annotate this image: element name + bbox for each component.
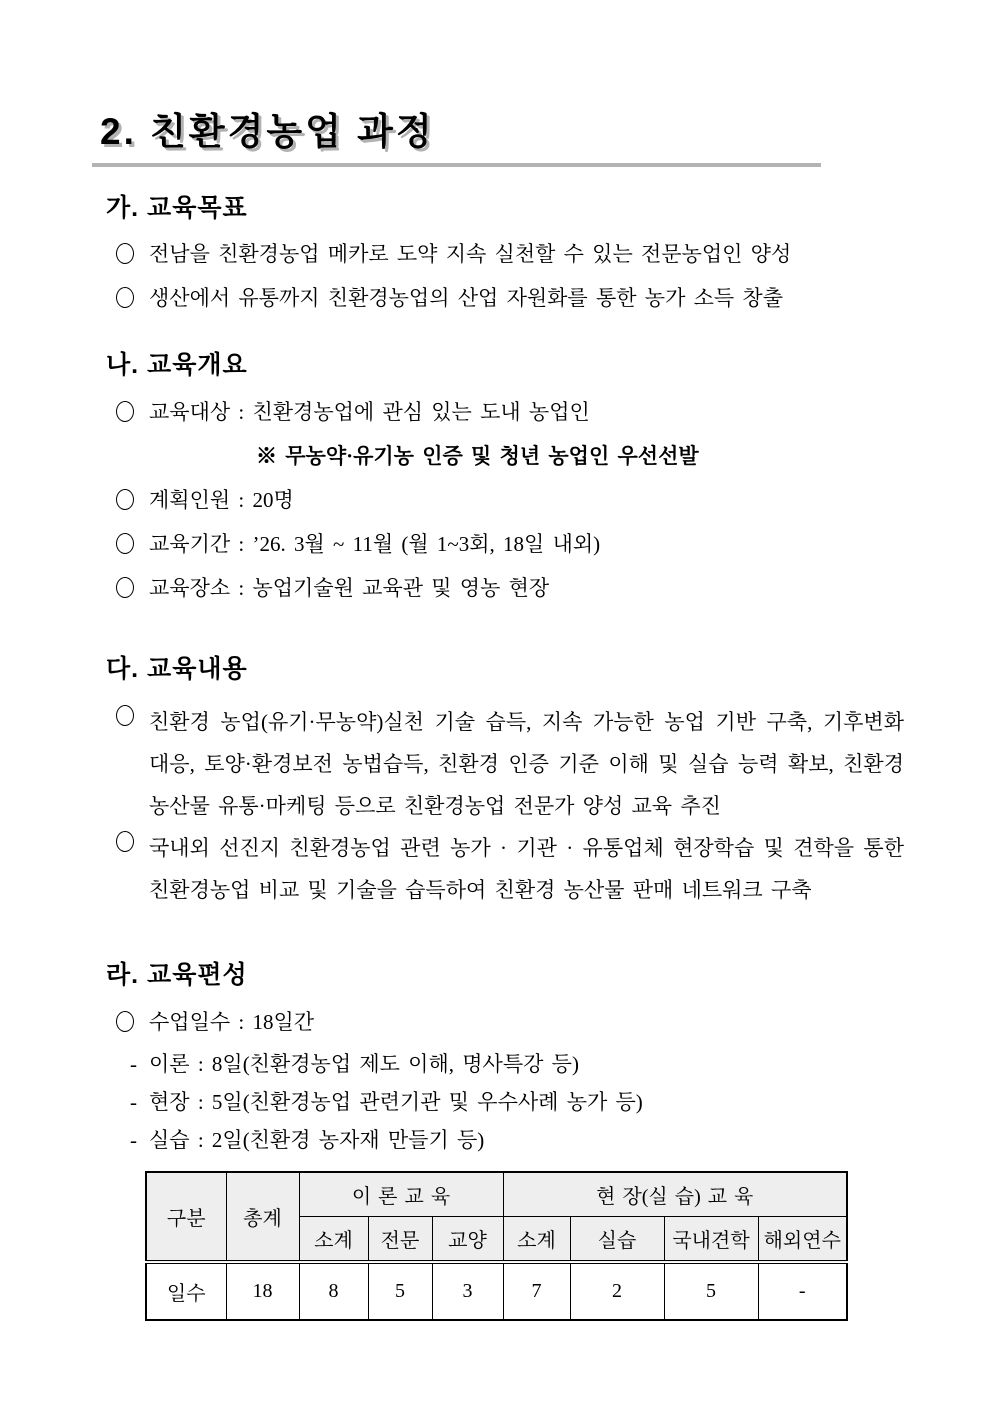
bullet-text: 생산에서 유통까지 친환경농업의 산업 자원화를 통한 농가 소득 창출 bbox=[149, 286, 784, 311]
section-education-overview bbox=[100, 351, 904, 603]
header-cell-field-practice: 실습 bbox=[570, 1217, 664, 1262]
bullet-text: 교육대상 : 친환경농업에 관심 있는 도내 농업인 bbox=[149, 400, 590, 425]
bullet-text: 교육기간 : ’26. 3월 ~ 11월 (월 1~3회, 18일 내외) bbox=[149, 532, 601, 557]
circle-bullet-icon bbox=[116, 705, 134, 726]
circle-bullet-icon bbox=[116, 287, 134, 308]
list-item bbox=[100, 827, 904, 911]
section-education-goal bbox=[100, 194, 904, 314]
section-education-content bbox=[100, 655, 904, 911]
dash-bullet: - bbox=[130, 1051, 137, 1076]
bullet-text: 친환경 농업(유기·무농약)실천 기술 습득, 지속 가능한 농업 기반 구축, 기후변화 대응, 토양·환경보전 농법습득, 친환경 인증 기준 이해 및 실습 능력 확보, 친환경 농산물 유통·마케팅 등으로 친환경농업 전문가 양성 교육 추진 bbox=[149, 709, 904, 818]
sub-list-item bbox=[100, 1049, 904, 1079]
header-cell-field-domestic: 국내견학 bbox=[664, 1217, 758, 1262]
cell-theory-major: 5 bbox=[368, 1262, 432, 1320]
education-schedule-table bbox=[145, 1171, 848, 1321]
section-heading-organization: 라. 교육편성 bbox=[106, 960, 248, 989]
header-cell-theory-subtotal: 소계 bbox=[299, 1217, 368, 1262]
circle-bullet-icon bbox=[116, 831, 134, 852]
circle-bullet-icon bbox=[116, 533, 134, 554]
header-cell-gubun: 구분 bbox=[146, 1172, 226, 1262]
page-title: 2. 친환경농업 과정 bbox=[100, 111, 435, 152]
sub-item-text: 현장 : 5일(친환경농업 관련기관 및 우수사례 농가 등) bbox=[149, 1089, 643, 1114]
list-item bbox=[100, 485, 904, 515]
header-cell-total: 총계 bbox=[226, 1172, 299, 1262]
header-cell-theory-major: 전문 bbox=[368, 1217, 432, 1262]
header-cell-field-subtotal: 소계 bbox=[503, 1217, 570, 1262]
list-item bbox=[100, 701, 904, 827]
cell-theory-liberal: 3 bbox=[432, 1262, 503, 1320]
cell-field-practice: 2 bbox=[570, 1262, 664, 1320]
bullet-text: 교육장소 : 농업기술원 교육관 및 영농 현장 bbox=[149, 576, 550, 601]
circle-bullet-icon bbox=[116, 577, 134, 598]
list-item bbox=[100, 529, 904, 559]
bullet-text: 수업일수 : 18일간 bbox=[149, 1009, 315, 1034]
section-education-organization bbox=[100, 961, 904, 1321]
table-header-row-1 bbox=[146, 1172, 847, 1217]
sub-item-text: 이론 : 8일(친환경농업 제도 이해, 명사특강 등) bbox=[149, 1051, 579, 1076]
row-label-days: 일수 bbox=[146, 1262, 226, 1320]
circle-bullet-icon bbox=[116, 489, 134, 510]
header-cell-theory-liberal: 교양 bbox=[432, 1217, 503, 1262]
header-cell-field-group: 현 장(실 습) 교 육 bbox=[503, 1172, 847, 1217]
circle-bullet-icon bbox=[116, 1011, 134, 1032]
header-cell-theory-group: 이 론 교 육 bbox=[299, 1172, 503, 1217]
bullet-text: 국내외 선진지 친환경농업 관련 농가 · 기관 · 유통업체 현장학습 및 견학을 통한 친환경농업 비교 및 기술을 습득하여 친환경 농산물 판매 네트워크 구축 bbox=[149, 835, 904, 902]
bullet-text: 전남을 친환경농업 메카로 도약 지속 실천할 수 있는 전문농업인 양성 bbox=[149, 242, 792, 267]
list-item bbox=[100, 239, 904, 269]
table-row-days bbox=[146, 1262, 847, 1320]
title-underline bbox=[92, 112, 821, 167]
list-item bbox=[100, 397, 904, 427]
dash-bullet: - bbox=[130, 1127, 137, 1152]
sub-list-item bbox=[100, 1125, 904, 1155]
cell-theory-subtotal: 8 bbox=[299, 1262, 368, 1320]
cell-field-overseas: - bbox=[758, 1262, 847, 1320]
cell-total-days: 18 bbox=[226, 1262, 299, 1320]
list-item bbox=[100, 1007, 904, 1037]
sub-list-item bbox=[100, 1087, 904, 1117]
section-heading-overview: 나. 교육개요 bbox=[106, 351, 248, 380]
section-heading-content: 다. 교육내용 bbox=[106, 655, 248, 684]
bullet-text: 계획인원 : 20명 bbox=[149, 488, 294, 513]
section-heading-goal: 가. 교육목표 bbox=[106, 193, 248, 222]
header-cell-field-overseas: 해외연수 bbox=[758, 1217, 847, 1262]
cell-field-subtotal: 7 bbox=[503, 1262, 570, 1320]
target-priority-note: ※ 무농약·유기농 인증 및 청년 농업인 우선선발 bbox=[256, 444, 699, 469]
circle-bullet-icon bbox=[116, 401, 134, 422]
list-item bbox=[100, 283, 904, 313]
sub-item-text: 실습 : 2일(친환경 농자재 만들기 등) bbox=[149, 1127, 485, 1152]
circle-bullet-icon bbox=[116, 243, 134, 264]
list-item bbox=[100, 573, 904, 603]
dash-bullet: - bbox=[130, 1089, 137, 1114]
cell-field-domestic: 5 bbox=[664, 1262, 758, 1320]
